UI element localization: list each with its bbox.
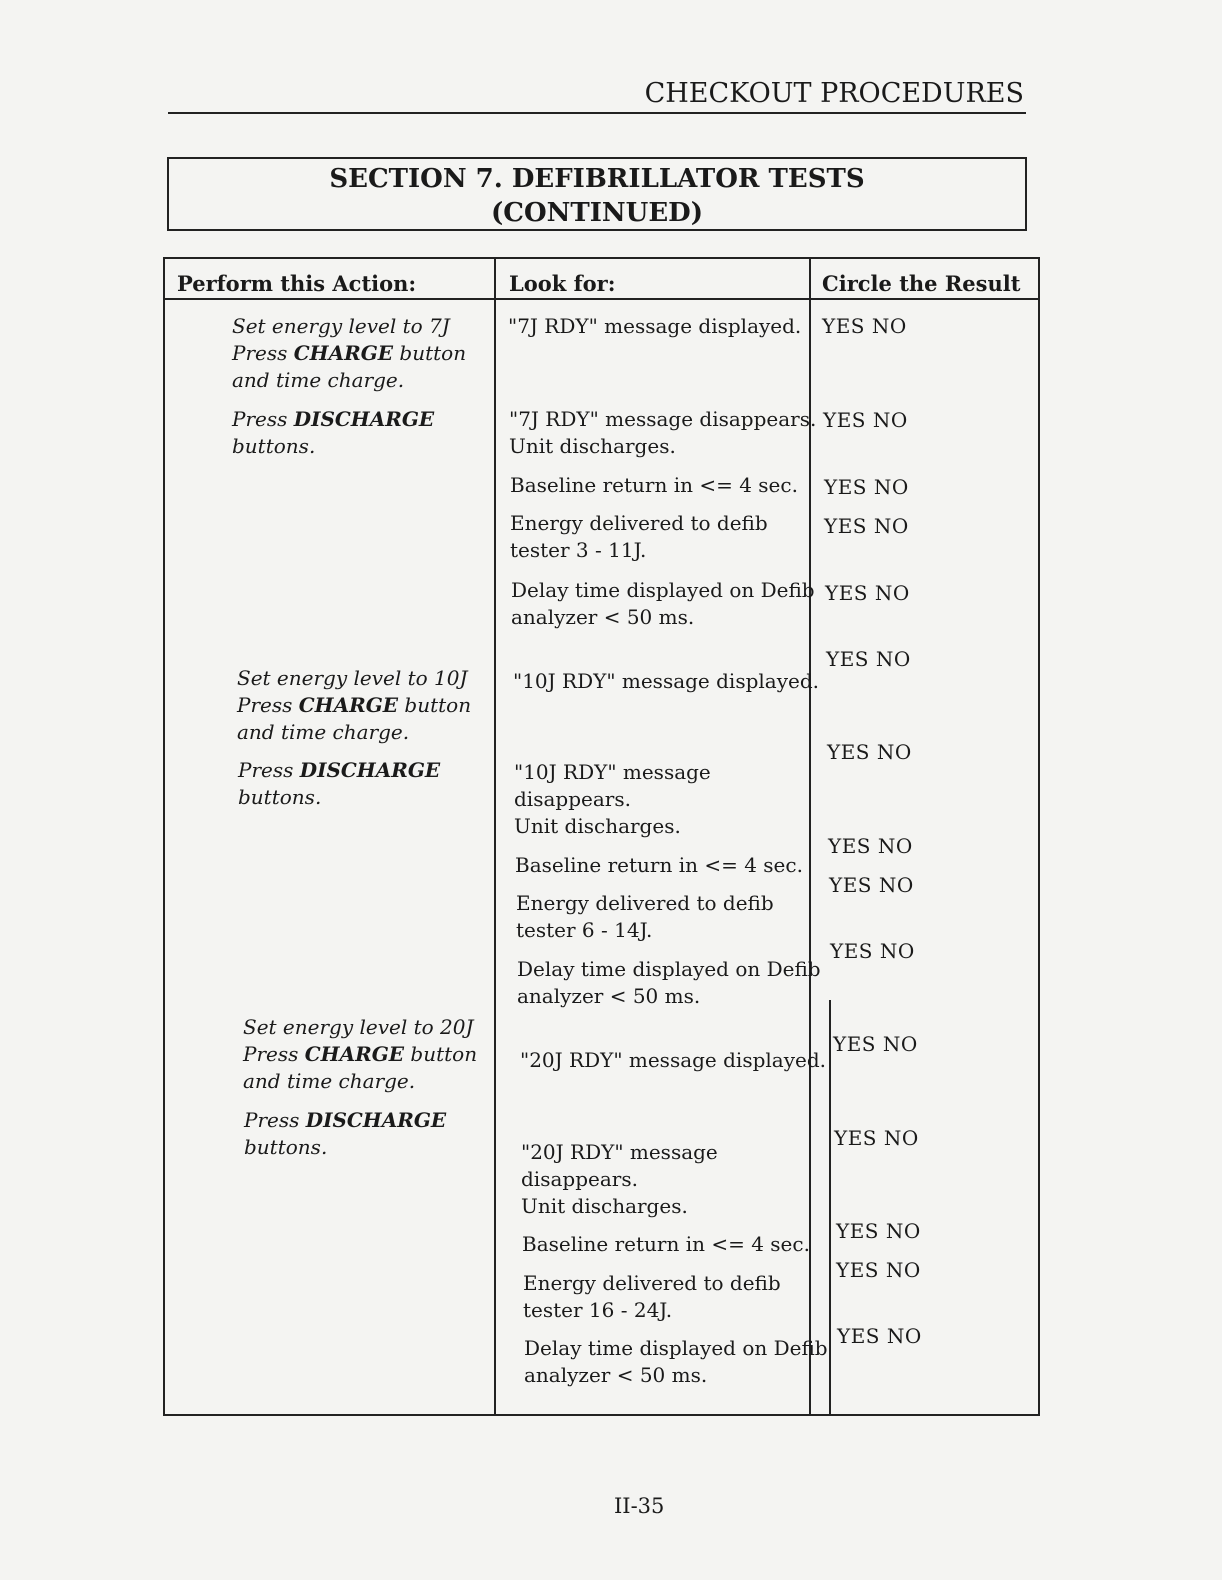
look-for-item: "20J RDY" message disappears. Unit discharges. bbox=[521, 1140, 718, 1218]
result-yes-no[interactable]: YES NO bbox=[822, 314, 907, 338]
look-for-item: Energy delivered to defib tester 16 - 24J. bbox=[523, 1271, 781, 1322]
section-subtitle: (CONTINUED) bbox=[490, 198, 704, 228]
header-divider bbox=[165, 298, 1038, 300]
action-item: Press DISCHARGE buttons. bbox=[244, 1108, 447, 1159]
action-item: Press DISCHARGE buttons. bbox=[238, 758, 441, 809]
action-item: Set energy level to 10J Press CHARGE button and time charge. bbox=[237, 666, 472, 744]
look-for-item: Energy delivered to defib tester 6 - 14J. bbox=[516, 891, 774, 942]
look-for-item: Baseline return in <= 4 sec. bbox=[522, 1232, 810, 1256]
column-header-action: Perform this Action: bbox=[177, 271, 417, 296]
column-header-result: Circle the Result bbox=[822, 271, 1021, 296]
result-yes-no[interactable]: YES NO bbox=[830, 939, 915, 963]
result-yes-no[interactable]: YES NO bbox=[829, 873, 914, 897]
page-number: II-35 bbox=[614, 1494, 665, 1518]
look-for-item: Delay time displayed on Defib analyzer < 50 ms. bbox=[511, 578, 815, 629]
action-item: Press DISCHARGE buttons. bbox=[232, 407, 435, 458]
result-yes-no[interactable]: YES NO bbox=[836, 1219, 921, 1243]
look-for-item: Delay time displayed on Defib analyzer < 50 ms. bbox=[524, 1336, 828, 1387]
look-for-item: "20J RDY" message displayed. bbox=[520, 1048, 827, 1072]
result-yes-no[interactable]: YES NO bbox=[828, 834, 913, 858]
column-header-look-for: Look for: bbox=[509, 271, 616, 296]
result-yes-no[interactable]: YES NO bbox=[823, 408, 908, 432]
running-header: CHECKOUT PROCEDURES bbox=[644, 78, 1024, 109]
action-item: Set energy level to 7J Press CHARGE button and time charge. bbox=[232, 314, 467, 392]
result-yes-no[interactable]: YES NO bbox=[837, 1324, 922, 1348]
action-item: Set energy level to 20J Press CHARGE button and time charge. bbox=[243, 1015, 478, 1093]
header-rule bbox=[168, 112, 1026, 114]
look-for-item: "10J RDY" message disappears. Unit discharges. bbox=[514, 760, 711, 838]
result-yes-no[interactable]: YES NO bbox=[826, 647, 911, 671]
look-for-item: "7J RDY" message displayed. bbox=[508, 314, 802, 338]
look-for-item: Energy delivered to defib tester 3 - 11J. bbox=[510, 511, 768, 562]
look-for-item: Baseline return in <= 4 sec. bbox=[515, 853, 803, 877]
look-for-item: Baseline return in <= 4 sec. bbox=[510, 473, 798, 497]
column-divider-2-lower bbox=[829, 1000, 831, 1414]
look-for-item: "10J RDY" message displayed. bbox=[513, 669, 820, 693]
result-yes-no[interactable]: YES NO bbox=[824, 514, 909, 538]
result-yes-no[interactable]: YES NO bbox=[836, 1258, 921, 1282]
result-yes-no[interactable]: YES NO bbox=[833, 1032, 918, 1056]
result-yes-no[interactable]: YES NO bbox=[824, 475, 909, 499]
look-for-item: "7J RDY" message disappears. Unit discharges. bbox=[509, 407, 817, 458]
column-divider-1 bbox=[494, 259, 496, 1414]
result-yes-no[interactable]: YES NO bbox=[825, 581, 910, 605]
result-yes-no[interactable]: YES NO bbox=[827, 740, 912, 764]
section-title: SECTION 7. DEFIBRILLATOR TESTS bbox=[329, 164, 865, 194]
look-for-item: Delay time displayed on Defib analyzer < 50 ms. bbox=[517, 957, 821, 1008]
section-title-box bbox=[167, 157, 1027, 231]
result-yes-no[interactable]: YES NO bbox=[834, 1126, 919, 1150]
